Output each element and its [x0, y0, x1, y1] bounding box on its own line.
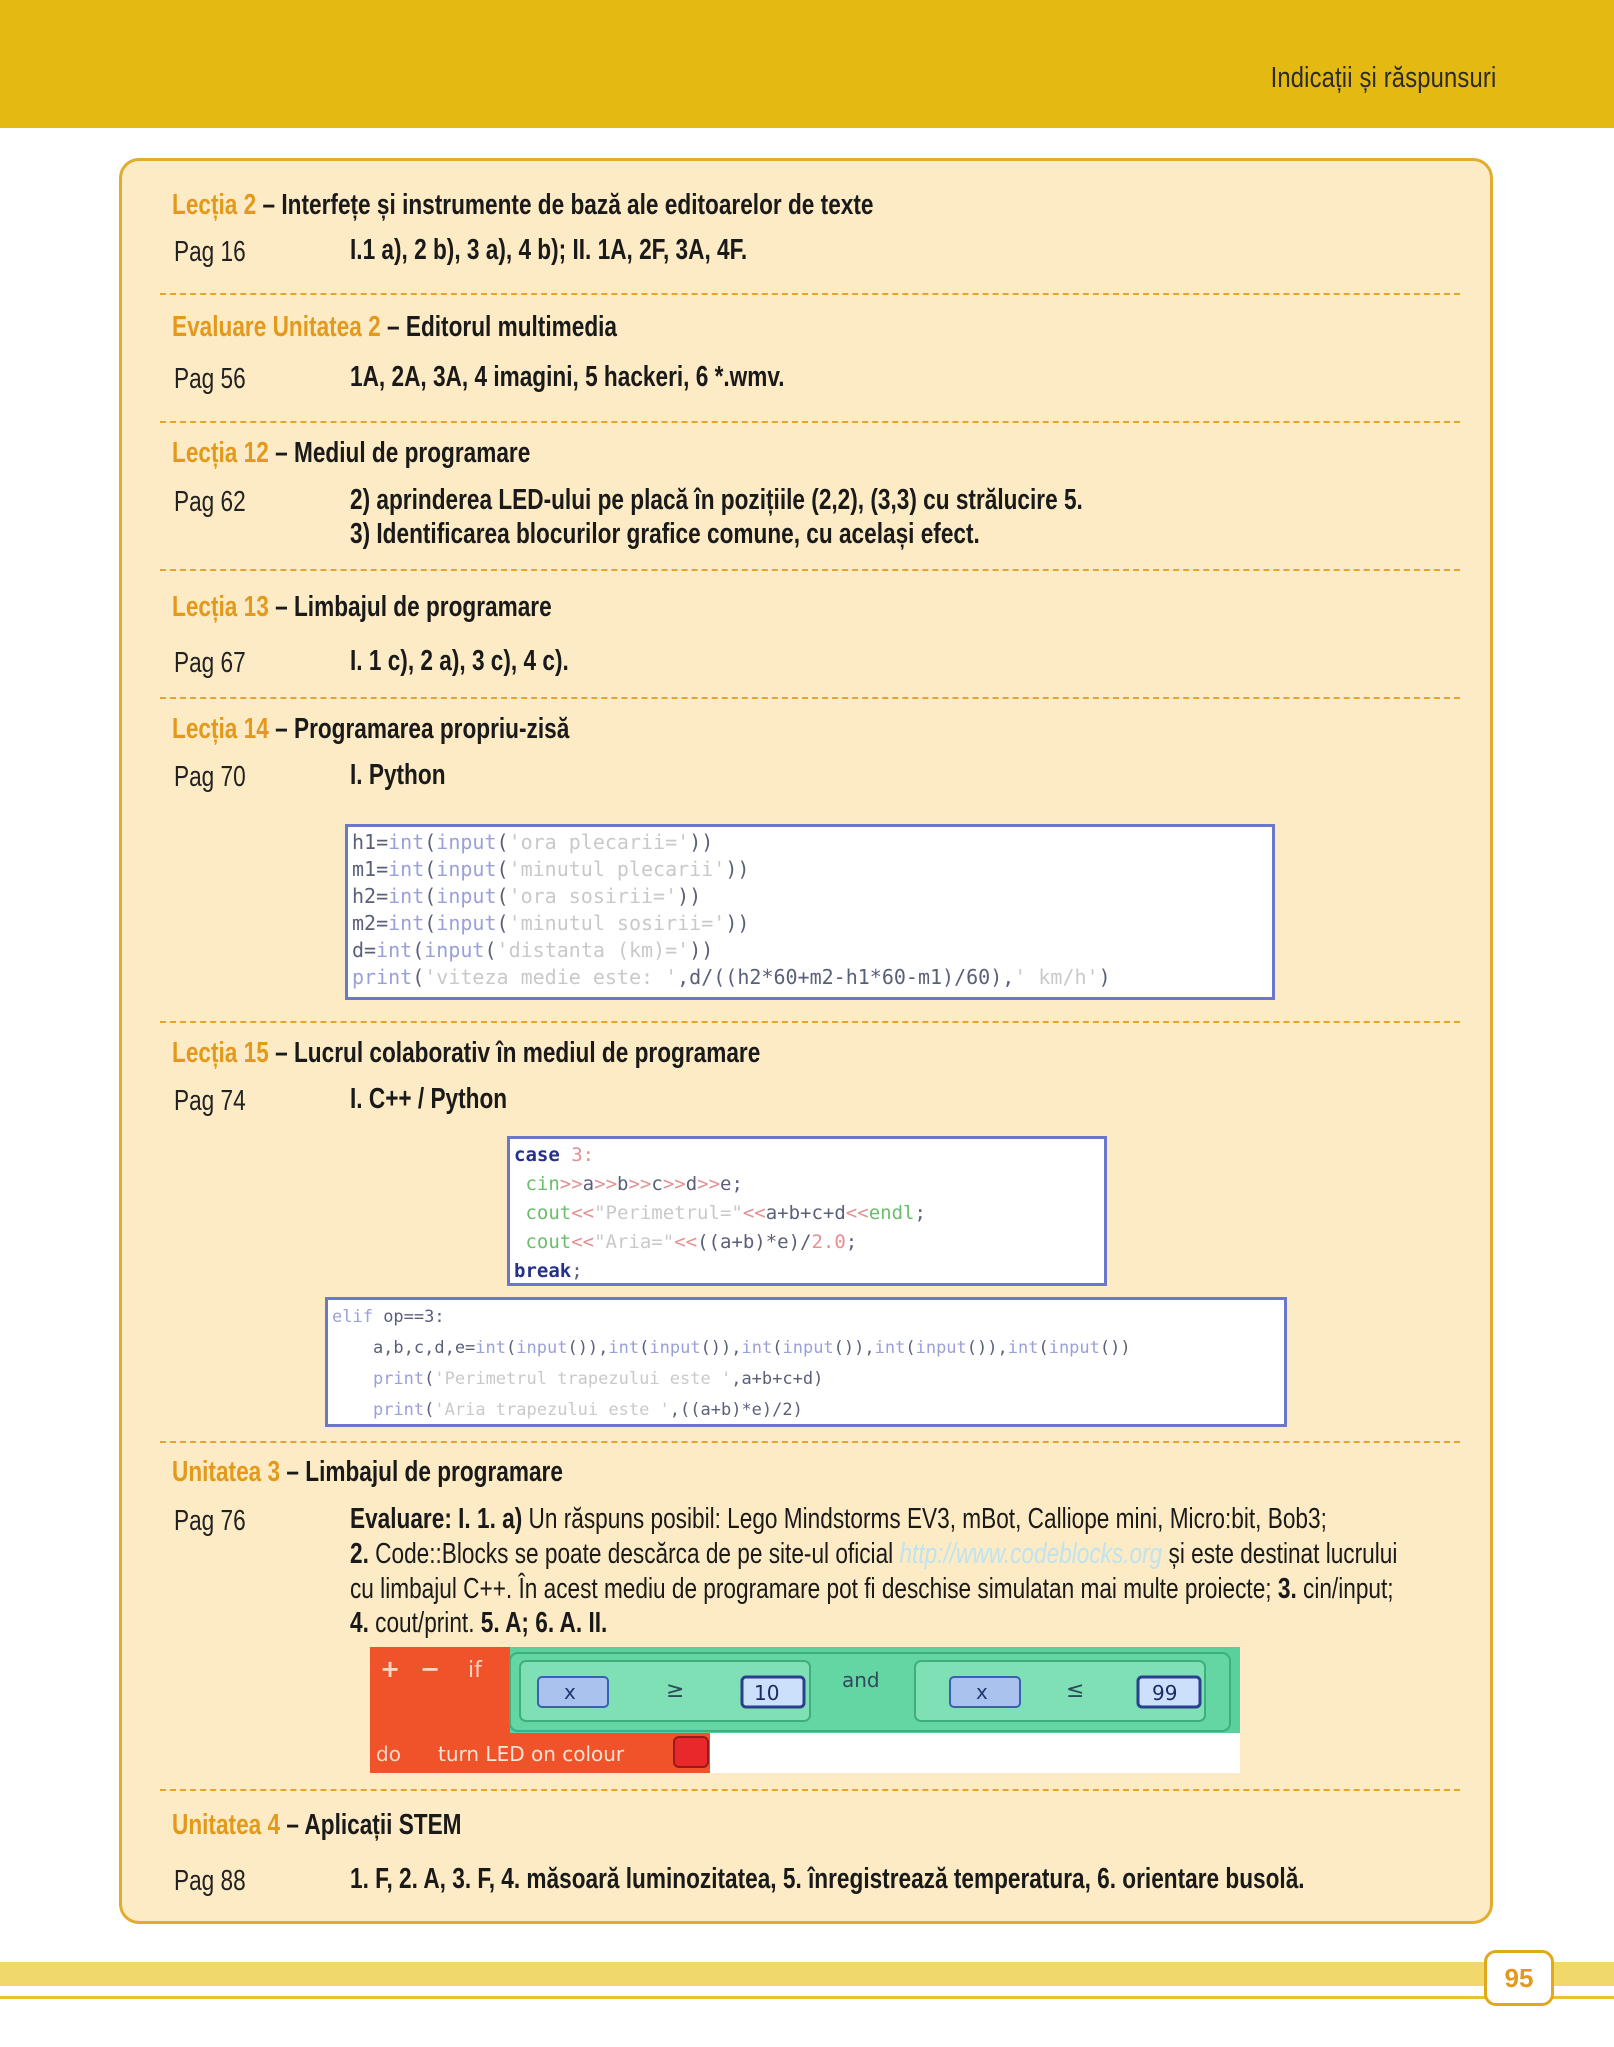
- dashed-separator: [160, 1441, 1460, 1443]
- plus-label: +: [380, 1655, 401, 1683]
- page-number: 95: [1484, 1950, 1554, 2006]
- code-line: elif op==3:: [332, 1307, 445, 1327]
- led-colour-swatch: [674, 1737, 708, 1767]
- answer-text: I. C++ / Python: [350, 1083, 508, 1115]
- minus-label: −: [420, 1655, 441, 1683]
- answer-text: 1. F, 2. A, 3. F, 4. măsoară luminozitatea, 5. înregistrează temperatura, 6. orientare busolă.: [350, 1863, 1305, 1895]
- eval-line-4: [350, 1606, 607, 1640]
- dashed-separator: [160, 569, 1460, 571]
- eval-line-1: [350, 1502, 1327, 1536]
- do-label: do: [376, 1742, 401, 1766]
- code-line: a,b,c,d,e=int(input()),int(input()),int(input()),int(input()),int(input()): [332, 1338, 1131, 1358]
- dashed-separator: [160, 1021, 1460, 1023]
- answer-line-1: 2) aprinderea LED-ului pe placă în pozițiile (2,2), (3,3) cu strălucire 5.: [350, 484, 1083, 516]
- python-code-box-2: [325, 1297, 1287, 1427]
- section-heading: [172, 591, 552, 624]
- answer-text: I. 1 c), 2 a), 3 c), 4 c).: [350, 645, 569, 677]
- eval-line-3: [350, 1572, 1394, 1606]
- op2-label: ≤: [1066, 1678, 1085, 1703]
- dashed-separator: [160, 293, 1460, 295]
- section-accent: Lecția 13: [172, 591, 269, 623]
- dashed-separator: [160, 421, 1460, 423]
- section-title: – Aplicații STEM: [280, 1809, 462, 1841]
- code-line: cout<<"Perimetrul="<<a+b+c+d<<endl;: [525, 1202, 926, 1224]
- q2-text: Code::Blocks se poate descărca de pe site-ul oficial: [368, 1538, 900, 1570]
- q2-tail: și este destinat lucrului: [1162, 1538, 1398, 1570]
- code-line: d=int(input('distanta (km)=')): [352, 938, 714, 962]
- block-program: [370, 1647, 1240, 1773]
- band-wave: [0, 100, 1614, 140]
- footer-line: [0, 1996, 1614, 1999]
- page-header-title: Indicații și răspunsuri: [1270, 62, 1496, 94]
- page-ref: Pag 88: [174, 1865, 246, 1897]
- page-ref: Pag 62: [174, 486, 246, 518]
- code-line: break;: [514, 1260, 583, 1282]
- page-ref: Pag 67: [174, 647, 246, 679]
- python-code-box: [345, 824, 1275, 1000]
- code-line: case 3:: [514, 1144, 595, 1166]
- answer-text: I.1 a), 2 b), 3 a), 4 b); II. 1A, 2F, 3A, 4F.: [350, 234, 748, 266]
- eval-line-2: [350, 1537, 1397, 1571]
- section-accent: Lecția 15: [172, 1037, 269, 1069]
- val2-label: 99: [1152, 1681, 1178, 1705]
- section-title: – Interfețe și instrumente de bază ale editoarelor de texte: [256, 189, 874, 221]
- section-accent: Unitatea 4: [172, 1809, 281, 1841]
- section-title: – Mediul de programare: [268, 437, 531, 469]
- var1-label: x: [564, 1680, 576, 1704]
- section-heading: [172, 713, 569, 746]
- code-line: m2=int(input('minutul sosirii=')): [352, 911, 750, 935]
- var2-label: x: [976, 1680, 988, 1704]
- answer-text: I. Python: [350, 759, 446, 791]
- page-ref: Pag 76: [174, 1505, 246, 1537]
- answer-line-2: 3) Identificarea blocurilor grafice comune, cu același efect.: [350, 518, 980, 550]
- q2-num: 2.: [350, 1538, 369, 1570]
- cpp-code-box: [507, 1136, 1107, 1286]
- dashed-separator: [160, 697, 1460, 699]
- line4-bold: 5. A; 6. A. II.: [480, 1607, 608, 1639]
- code-line: print('Perimetrul trapezului este ',a+b+c+d): [372, 1369, 824, 1389]
- section-accent: Unitatea 3: [172, 1456, 281, 1488]
- code-line: cin>>a>>b>>c>>d>>e;: [525, 1173, 743, 1195]
- line3-text: cu limbajul C++. În acest mediu de programare pot fi deschise simulatan mai multe proiecte;: [350, 1573, 1278, 1605]
- page-ref: Pag 70: [174, 761, 246, 793]
- page-ref: Pag 16: [174, 236, 246, 268]
- code-line: m1=int(input('minutul plecarii')): [352, 857, 750, 881]
- code-line: print('Aria trapezului este ',((a+b)*e)/2): [372, 1400, 803, 1420]
- section-heading: [172, 1809, 462, 1842]
- code-line: print('viteza medie este: ',d/((h2*60+m2-h1*60-m1)/60),' km/h'): [352, 965, 1111, 989]
- section-title: – Programarea propriu-zisă: [268, 713, 570, 745]
- and-label: and: [842, 1668, 880, 1692]
- code-line: cout<<"Aria="<<((a+b)*e)/2.0;: [525, 1231, 858, 1253]
- section-heading: [172, 189, 873, 222]
- section-accent: Lecția 14: [172, 713, 269, 745]
- eval-bold: Evaluare: I. 1. a): [350, 1503, 523, 1535]
- line3-tail: cin/input;: [1296, 1573, 1394, 1605]
- eval-text: Un răspuns posibil: Lego Mindstorms EV3, mBot, Calliope mini, Micro:bit, Bob3;: [522, 1503, 1327, 1535]
- section-title: – Limbajul de programare: [268, 591, 552, 623]
- code-line: h1=int(input('ora plecarii=')): [352, 830, 714, 854]
- block-program-svg: [370, 1647, 1240, 1773]
- section-title: – Editorul multimedia: [380, 311, 618, 343]
- line4-num: 4.: [350, 1607, 369, 1639]
- footer-bar: [0, 1962, 1614, 1986]
- section-heading: [172, 311, 617, 344]
- if-label: if: [468, 1658, 482, 1683]
- op1-label: ≥: [666, 1678, 685, 1703]
- codeblocks-link[interactable]: http://www.codeblocks.org: [899, 1538, 1163, 1570]
- page-ref: Pag 56: [174, 363, 246, 395]
- answer-text: 1A, 2A, 3A, 4 imagini, 5 hackeri, 6 *.wmv.: [350, 361, 785, 393]
- section-heading: [172, 437, 530, 470]
- section-accent: Lecția 2: [172, 189, 257, 221]
- dashed-separator: [160, 1789, 1460, 1791]
- answers-panel: [119, 158, 1493, 1924]
- section-accent: Evaluare Unitatea 2: [172, 311, 381, 343]
- section-title: – Limbajul de programare: [280, 1456, 563, 1488]
- line3-num: 3.: [1277, 1573, 1297, 1605]
- section-heading: [172, 1456, 563, 1489]
- section-accent: Lecția 12: [172, 437, 269, 469]
- code-line: h2=int(input('ora sosirii=')): [352, 884, 702, 908]
- section-heading: [172, 1037, 760, 1070]
- action-label: turn LED on colour: [438, 1742, 625, 1766]
- line4-text: cout/print.: [368, 1607, 481, 1639]
- page-ref: Pag 74: [174, 1085, 246, 1117]
- section-title: – Lucrul colaborativ în mediul de programare: [268, 1037, 761, 1069]
- val1-label: 10: [754, 1681, 780, 1705]
